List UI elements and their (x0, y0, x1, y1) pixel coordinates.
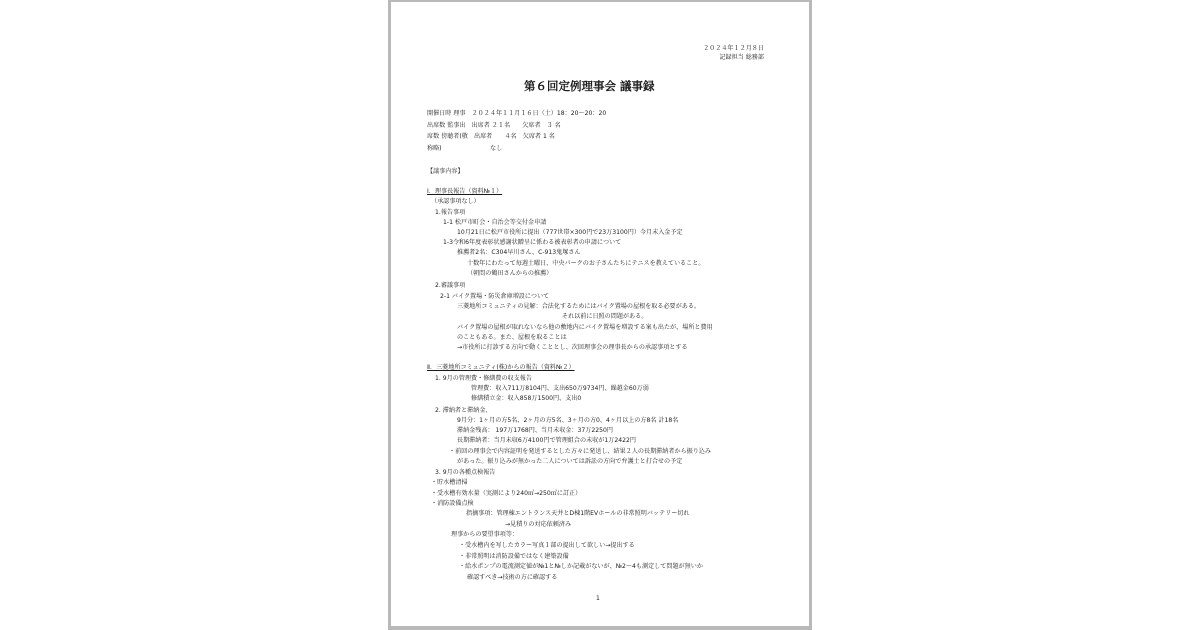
body-line: ・受水槽内を写したカラー写真１部の提出して欲しい→提出する (459, 542, 635, 549)
body-line: 修繕積立金：収入858万1500円、支出0 (471, 395, 582, 402)
body-line: ・貯水槽清掃 (431, 479, 468, 486)
document-page (391, 2, 809, 626)
body-line: 2. 滞納者と滞納金、 (435, 407, 492, 414)
body-line: 滞納金残高： 197万1768円、当月未収金：37万2250円 (457, 427, 613, 434)
body-line: 1.報告事項 (435, 209, 466, 216)
body-line: 推薦者2名：C304早川さん、C-913鬼塚さん (457, 249, 581, 256)
page-number: 1 (596, 595, 600, 602)
body-line: 1. 9月の管理費・修繕費の収支報告 (435, 375, 532, 382)
agenda-heading: 【議事内容】 (427, 168, 464, 175)
body-line: 1-3令和6年度表彰状感謝状贈呈に係わる被表彰者の申請について (443, 239, 622, 246)
body-line: ・非常照明は消防設備ではなく建築設備 (459, 553, 569, 560)
body-line: 1-1 松戸市町会・自治会等交付金申請 (443, 219, 547, 226)
attendance-line: 出席数 監事出 出席者 ２１名 欠席者 ３ 名 (427, 122, 561, 129)
body-line: 三菱地所コミュニティの見解：合法化するためにはバイク置場の屋根を取る必要がある。 (457, 303, 701, 310)
body-line: （朝問の鶴田さんからの推薦） (467, 270, 553, 277)
body-line: 理事からの要望事項等： (451, 531, 519, 538)
body-line: ・受水槽有効水量（実測により240㎥→250㎥に訂正） (431, 490, 582, 497)
document-date: ２０２４年１２月８日 (703, 45, 764, 52)
body-line: それ以前に日照の問題がある。 (562, 313, 648, 320)
body-line: （承認事項なし） (431, 198, 480, 205)
body-line: 10月21日に松戸市役所に提出（777世帯×300円で23万3100円）今月末入金予定 (457, 229, 683, 236)
body-line: 2-1 バイク置場・防災倉庫増設について (440, 293, 550, 300)
body-line: ・給水ポンプの電流測定値が№1と№しか記載がないが、№2〜4も測定して問題が無いか (459, 563, 703, 570)
body-line: 管理費：収入711万8104円、支出650万9734円、繰越金60万弱 (471, 385, 649, 392)
body-line: 確認すべき→技術の方に確認する (467, 574, 558, 581)
observer-line: 席数 傍聴者(敬 出席者 ４名 欠席者 1 名 (427, 133, 555, 140)
body-line: 3. 9月の各種点検報告 (435, 469, 496, 476)
meeting-date-line: 開催日時 理事 ２０２４年１１月１６日（土）18：20〜20：20 (427, 110, 607, 117)
observer-line-cont: 称略) (427, 145, 442, 152)
recorder-label: 記録担当 総務部 (719, 54, 764, 61)
body-line: ・消防設備点検 (431, 500, 474, 507)
body-line: →見積りの対応依頼済み (505, 521, 572, 528)
body-line: バイク置場の屋根が取れないなら他の敷地内にバイク置場を増設する案も出たが、場所と費用 (457, 324, 713, 331)
body-line: 長期滞納者：当月未収6万4100円で管理組合の未収が1万2422円 (457, 437, 636, 444)
body-line: ・前回の理事会で内容証明を発送するとした方々に発送し、結果２人の長期滞納者から振り込み (449, 448, 712, 455)
section-heading: Ⅱ．三菱地所コミュニティ(株)からの報告（資料№２） (427, 364, 575, 371)
body-line: があった。振り込みが無かった二人については訴訟の方向で弁護士と打合せの予定 (457, 458, 683, 465)
observer-none: なし (490, 145, 503, 152)
body-line: のこともある。また、屋根を取ることは (457, 334, 567, 341)
body-line: →市役所に打診する方向で動くこととし、次回理事会の理事長からの承認事項とする (457, 344, 688, 351)
document-title: 第６回定例理事会 議事録 (524, 79, 655, 93)
body-line: 十数年にわたって毎週土曜日、中央パークのお子さんたちにテニスを教えていること。 (467, 260, 705, 267)
body-line: 2.審議事項 (435, 282, 466, 289)
section-heading: Ⅰ．理事長報告（資料№１） (427, 188, 503, 195)
body-line: 指摘事項：管理棟エントランス天井とD棟1階EVホールの非常照明バッテリー切れ (466, 510, 690, 517)
body-line: 9月分：1ヶ月の方5名、2ヶ月の方5名、3ヶ月の方0、4ヶ月以上の方8名 計18名 (457, 417, 679, 424)
